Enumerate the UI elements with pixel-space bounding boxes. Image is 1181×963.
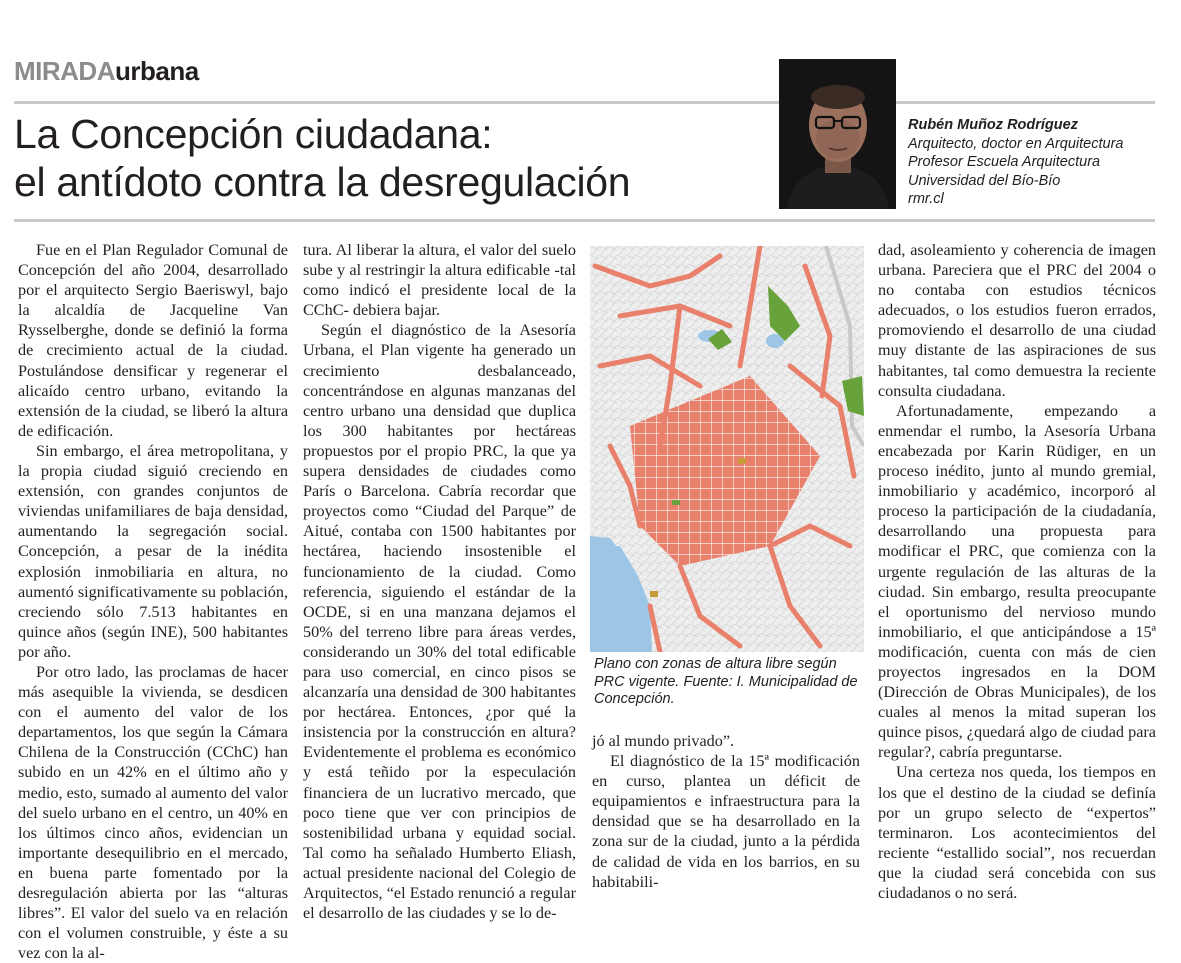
author-portrait-image	[779, 59, 896, 209]
section-label-word2: urbana	[115, 56, 199, 86]
city-zoning-map	[590, 246, 864, 652]
article-column-2	[303, 240, 576, 923]
header-divider	[14, 219, 1155, 222]
top-divider	[14, 101, 1155, 104]
headline-line-1: La Concepción ciudadana:	[14, 111, 493, 157]
author-byline	[908, 116, 1123, 209]
headline	[14, 110, 764, 206]
author-role-1: Arquitecto, doctor en Arquitectura	[908, 135, 1124, 152]
paragraph: tura. Al liberar la altura, el valor del suelo sube y al restringir la altura edificable -tal como indicó el presidente local de la CChC- debiera bajar.	[303, 241, 576, 320]
map-caption: Plano con zonas de altura libre según PRC vigente. Fuente: I. Municipalidad de Concepción.	[594, 656, 858, 707]
author-name: Rubén Muñoz Rodríguez	[908, 117, 1078, 133]
article-column-3	[592, 731, 860, 892]
paragraph: Fue en el Plan Regulador Comunal de Concepción del año 2004, desarrollado por el arquitecto Sergio Baeriswyl, bajo la alcaldía de Jacqueline Van Rysselberghe, donde se definió la forma de crecimiento actual de la ciudad. Postulándose densificar y regenerar el alicaído centro urbano, evitando la extensión de la ciudad, se liberó la altura de edificación.	[18, 241, 288, 440]
paragraph: Una certeza nos queda, los tiempos en los que el destino de la ciudad se definía por un grupo selecto de “expertos” terminaron. Los acontecimientos del reciente “estallido social”, nos recuerdan que la ciudad será concebida con sus ciudadanos o no será.	[878, 763, 1156, 902]
article-column-4	[878, 240, 1156, 903]
paragraph: Según el diagnóstico de la Asesoría Urbana, el Plan vigente ha generado un crecimiento desbalanceado, concentrándose en algunas manzanas del centro urbano una densidad que duplica los 300 habitantes por hectáreas propuestos por el propio PRC, la que ya supera densidades de ciudades como París o Barcelona. Cabría recordar que proyectos como “Ciudad del Parque” de Aitué, contaba con 1500 habitantes por hectárea, haciendo insostenible el funcionamiento de la ciudad. Como referencia, siguiendo el estándar de la OCDE, si en una manzana dejamos el 50% del terreno libre para áreas verdes, considerando un 30% del total edificable para uso comercial, en cinco pisos se alcanzaría una densidad de 300 habitantes por hectárea. Entonces, ¿por qué la insistencia por la construcción en altura? Evidentemente el problema es económico y está teñido por la especulación financiera de un lucrativo mercado, que poco tiene que ver con principios de sostenibilidad urbana y equidad social. Tal como ha señalado Humberto Eliash, actual presidente nacional del Colegio de Arquitectos, “el Estado renunció a regular el desarrollo de las ciudades y se lo de-	[303, 321, 576, 923]
paragraph: jó al mundo privado”.	[592, 732, 735, 750]
zoning-map-image	[590, 246, 864, 652]
paragraph: El diagnóstico de la 15ª modificación en curso, plantea un déficit de equipamientos e infraestructura para la densidad que se ha desarrollado en la zona sur de la ciudad, junto a la pérdida de calidad de vida en los barrios, en su habitabili-	[592, 752, 860, 891]
article-column-1	[18, 240, 288, 963]
paragraph: dad, asoleamiento y coherencia de imagen urbana. Pareciera que el PRC del 2004 o no contaba con estudios técnicos adecuados, o los estudios fueron errados, promoviendo el desarrollo de una ciudad muy distante de las aspiraciones de sus habitantes, tal como demuestra la reciente consulta ciudadana.	[878, 241, 1156, 400]
author-website: rmr.cl	[908, 191, 944, 207]
author-role-2: Profesor Escuela Arquitectura	[908, 154, 1101, 170]
paragraph: Sin embargo, el área metropolitana, y la propia ciudad siguió creciendo en extensión, con grandes conjuntos de viviendas unifamiliares de baja densidad, aumentando la segregación social. Concepción, a pesar de la inédita explosión inmobiliaria en altura, no aumentó significativamente su población, creciendo sólo 7.513 habitantes en quince años (según INE), 500 habitantes por año.	[18, 441, 288, 661]
section-label-word1: MIRADA	[14, 56, 115, 86]
paragraph: Afortunadamente, empezando a enmendar el rumbo, la Asesoría Urbana encabezada por Karin Rüdiger, en un proceso inédito, junto al mundo gremial, inmobiliario y académico, incorporó al proceso la participación de la ciudadanía, desarrollando una propuesta para modificar el PRC, que comienza con la urgente regulación de las alturas de la ciudad. Sin embargo, resulta preocupante el oportunismo del nervioso mundo inmobiliario, el que anticipándose a 15ª modificación, cuenta con más de cien proyectos ingresados en la DOM (Dirección de Obras Municipales), de los cuales al menos la mitad superan los quince pisos, ¿quedará algo de ciudad para regular?, cabría preguntarse.	[878, 401, 1156, 762]
headline-line-2: el antídoto contra la desregulación	[14, 159, 631, 205]
author-role-3: Universidad del Bío-Bío	[908, 172, 1061, 189]
section-label	[14, 56, 199, 87]
author-photo	[779, 59, 896, 209]
paragraph: Por otro lado, las proclamas de hacer más asequible la vivienda, se desdicen con el aumento del valor de los departamentos, los que según la Cámara Chilena de la Construcción (CChC) han subido en un 42% en el último año y medio, esto, sumado al aumento del valor del suelo urbano en el centro, un 40% en los últimos cinco años, evidencian un importante desequilibrio en el mercado, en buena parte fomentado por la desregulación abierta por las “alturas libres”. El valor del suelo va en relación con el volumen construible, y éste a su vez con la al-	[18, 662, 288, 963]
